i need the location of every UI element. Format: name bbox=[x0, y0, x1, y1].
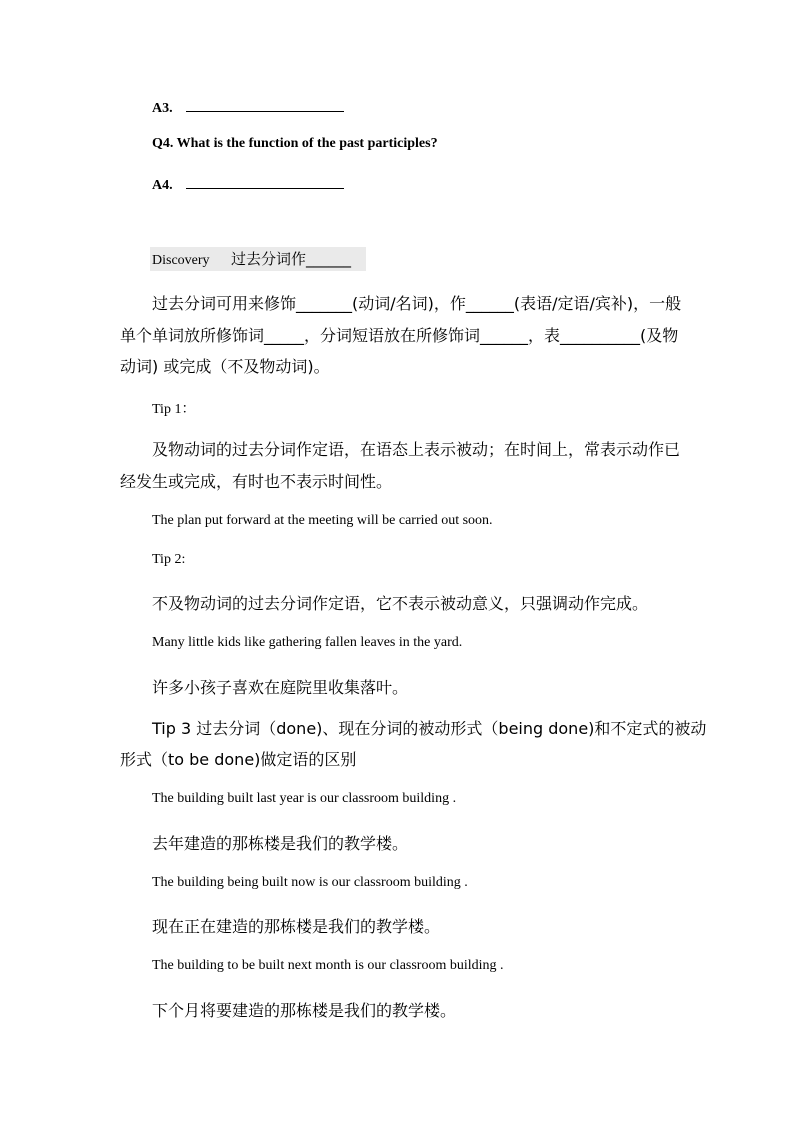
tip2-translation: 许多小孩子喜欢在庭院里收集落叶。 bbox=[152, 678, 409, 697]
answer-a3-label: A3. bbox=[152, 101, 173, 116]
intro-line-3: 动词) 或完成（不及物动词)。 bbox=[120, 357, 330, 376]
tip1-text-1: 及物动词的过去分词作定语，在语态上表示被动；在时间上，常表示动作已 bbox=[152, 440, 681, 459]
tip1-text-2: 经发生或完成，有时也不表示时间性。 bbox=[120, 472, 393, 491]
tip3-line-2: 形式（to be done)做定语的区别 bbox=[120, 750, 357, 769]
discovery-title: 过去分词作______ bbox=[231, 250, 352, 268]
tip3-example-2: The building being built now is our classroom building . bbox=[152, 875, 468, 890]
tip3-translation-3: 下个月将要建造的那栋楼是我们的教学楼。 bbox=[152, 1001, 457, 1020]
tip2-label: Tip 2: bbox=[152, 552, 186, 567]
question-q4: Q4. What is the function of the past participles? bbox=[152, 136, 438, 151]
tip1-label: Tip 1： bbox=[152, 402, 196, 417]
answer-a4-blank[interactable] bbox=[186, 174, 344, 189]
tip2-text: 不及物动词的过去分词作定语，它不表示被动意义，只强调动作完成。 bbox=[152, 594, 649, 613]
tip3-example-1: The building built last year is our classroom building . bbox=[152, 791, 457, 806]
answer-a3 bbox=[152, 97, 344, 117]
answer-a4-label: A4. bbox=[152, 178, 173, 193]
intro-line-2: 单个单词放所修饰词_____，分词短语放在所修饰词______，表__________(及物 bbox=[120, 326, 679, 345]
tip1-example: The plan put forward at the meeting will be carried out soon. bbox=[152, 513, 493, 528]
tip3-example-3: The building to be built next month is our classroom building . bbox=[152, 958, 504, 973]
discovery-heading bbox=[150, 247, 366, 271]
intro-line-1: 过去分词可用来修饰_______(动词/名词)，作______(表语/定语/宾补)，一般 bbox=[152, 294, 682, 313]
tip2-example: Many little kids like gathering fallen leaves in the yard. bbox=[152, 635, 463, 650]
discovery-label: Discovery bbox=[152, 253, 210, 268]
tip3-translation-2: 现在正在建造的那栋楼是我们的教学楼。 bbox=[152, 917, 441, 936]
tip3-line-1: Tip 3 过去分词（done)、现在分词的被动形式（being done)和不定式的被动 bbox=[152, 719, 707, 738]
answer-a4 bbox=[152, 174, 344, 194]
tip3-translation-1: 去年建造的那栋楼是我们的教学楼。 bbox=[152, 834, 409, 853]
answer-a3-blank[interactable] bbox=[186, 97, 344, 112]
